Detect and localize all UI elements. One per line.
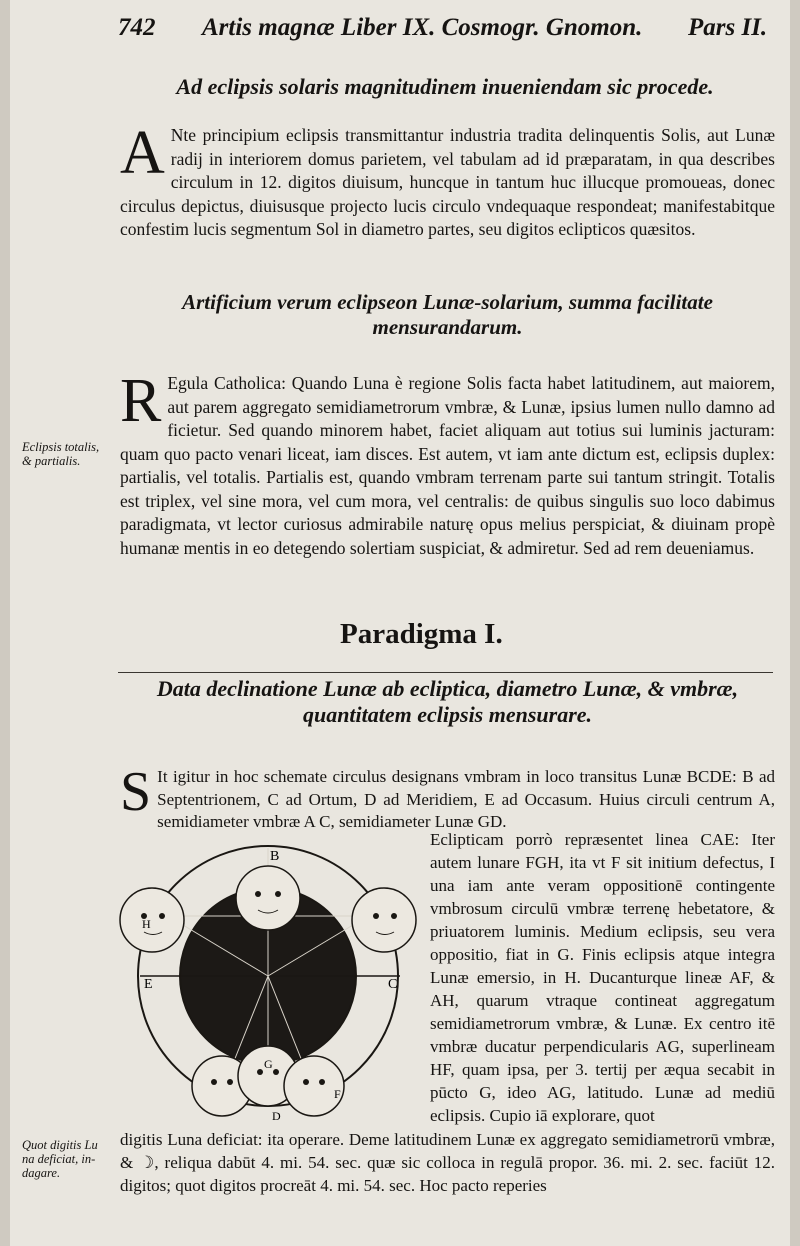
heading-data-declinatione bbox=[120, 676, 775, 728]
margin-note-quot-digitis bbox=[22, 1138, 114, 1180]
paragraph-schema bbox=[120, 761, 775, 834]
heading-line: Data declinatione Lunæ ab ecliptica, diametro Lunæ, & vmbræ, bbox=[156, 676, 739, 701]
label-c: C bbox=[388, 977, 398, 992]
paragraph-text: Egula Catholica: Quando Luna è regione Solis facta habet latitudinem, aut maiorem, aut parem aggregato semidiametrorum vmbræ, & Lunæ, ipsius lumen nullo damno ad ficietur. Sed quando minorem habet, faciet aliquam aut totius sui luminis jacturam: quam quo pacto venari liceat, iam disces. Est autem, vt iam ante dictum est, eclipsis duplex: partialis, vel totalis. Partialis est, quando vmbram terrenam parte sui tantum stringit. Totalis est triplex, vel sine mora, vel cum mora, vel centralis: de quibus singulis suo loco dabimus paradigmata, vt lector curiosus admirabile naturę opus melius perspiciat, & diuinam propè humanæ mentis in eo detegendo solertiam suspiciat, & admiretur. Sed ad rem deueniamus. bbox=[120, 373, 775, 558]
label-f: F bbox=[334, 1087, 341, 1101]
moon-face-bottom-right bbox=[284, 1056, 344, 1116]
margin-note-line: dagare. bbox=[22, 1166, 61, 1180]
heading-artificium bbox=[120, 290, 775, 340]
heading-line: mensurandarum. bbox=[372, 315, 523, 339]
heading-solar-eclipse: Ad eclipsis solaris magnitudinem inueniendam sic procede. bbox=[176, 74, 714, 99]
page-gutter-right bbox=[790, 0, 800, 1246]
moon-face-left bbox=[120, 888, 184, 952]
paragraph-text: It igitur in hoc schemate circulus designans vmbram in loco transitus Lunæ BCDE: B ad Septentrionem, C ad Ortum, D ad Meridiem, E ad Occasum. Huius circuli centrum A, semidiameter vmbræ A C, semidiameter Lunæ GD. bbox=[157, 767, 775, 831]
margin-note-line: & partialis. bbox=[22, 454, 81, 468]
moon-face-right bbox=[352, 888, 416, 952]
margin-note-eclipsis bbox=[22, 440, 114, 468]
paragraph-bottom-text: digitis Luna deficiat: ita operare. Deme latitudinem Lunæ ex aggregato semidiametrorū vmbræ, & ☽, reliqua dabūt 4. mi. 54. sec. quæ sic colloca in regulā propor. 36. mi. 2. sec. faciūt 12. digitos; quot digitos procreāt 4. mi. 54. sec. Hoc pacto reperies bbox=[120, 1130, 775, 1195]
label-g: G bbox=[264, 1057, 273, 1071]
paragraph-regula bbox=[120, 367, 775, 560]
drop-cap: S bbox=[120, 761, 152, 823]
margin-note-line: na deficiat, in- bbox=[22, 1152, 96, 1166]
page-number: 742 bbox=[118, 14, 156, 41]
margin-note-line: Quot digitis Lu bbox=[22, 1138, 98, 1152]
eclipse-diagram bbox=[108, 836, 428, 1126]
divider-rule bbox=[118, 672, 773, 673]
moon-face-top bbox=[236, 866, 300, 930]
heading-line: Artificium verum eclipseon Lunæ-solarium, summa facilitate bbox=[182, 290, 713, 314]
label-e: E bbox=[144, 977, 153, 992]
label-h: H bbox=[142, 917, 151, 931]
paragraph-text: Nte principium eclipsis transmittantur industria tradita delinquentis Solis, aut Lunæ radij in interiorem domus parietem, vel tabulam ad id præparatam, in qua describes circulum in 12. digitos diuisum, huncque in tantum huc illucque promoueas, donec circulus depictus, diuisusque projecto lucis circulo vndequaque respondeat; manifestabitque confestim lucis segmentum Sol in diametro partes, seu digitos eclipticos quæsitos. bbox=[120, 125, 775, 239]
page-gutter-left bbox=[0, 0, 10, 1246]
label-d: D bbox=[272, 1109, 281, 1123]
section-heading: Paradigma I. bbox=[340, 618, 503, 650]
part-number: Pars II. bbox=[688, 14, 768, 41]
drop-cap: A bbox=[120, 119, 165, 187]
running-header bbox=[118, 14, 778, 50]
heading-line: quantitatem eclipsis mensurare. bbox=[302, 702, 593, 727]
margin-note-line: Eclipsis totalis, bbox=[22, 440, 100, 454]
label-b: B bbox=[270, 849, 280, 864]
running-title: Artis magnæ Liber IX. Cosmogr. Gnomon. bbox=[202, 14, 643, 41]
paragraph-side-text: Eclipticam porrò repræsentet linea CAE: Iter autem lunare FGH, ita vt F sit initium defectus, I una iam ante veram oppositionē contingente vmbrosum circulū vmbræ terrenę hebetatore, & priuatorem luminis. Medium eclipsis, seu vera oppositio, fiat in G. Finis eclipsis atque integra Lunæ emersio, in H. Ducanturque lineæ AF, & AH, quarum vtraque contineat aggregatum semidiametrorum vmbræ, & Lunæ. Ex centro itē vmbræ ducatur perpendicularis AG, superlineam HF, quam ipsa, per 3. tertij per æqua secabit in pūcto G, ideo AG, latitudo. Lunæ ad mediū eclipsis. Cupio iā explorare, quot bbox=[430, 830, 775, 1125]
drop-cap: R bbox=[120, 367, 162, 435]
paragraph-solar-method bbox=[120, 119, 775, 242]
